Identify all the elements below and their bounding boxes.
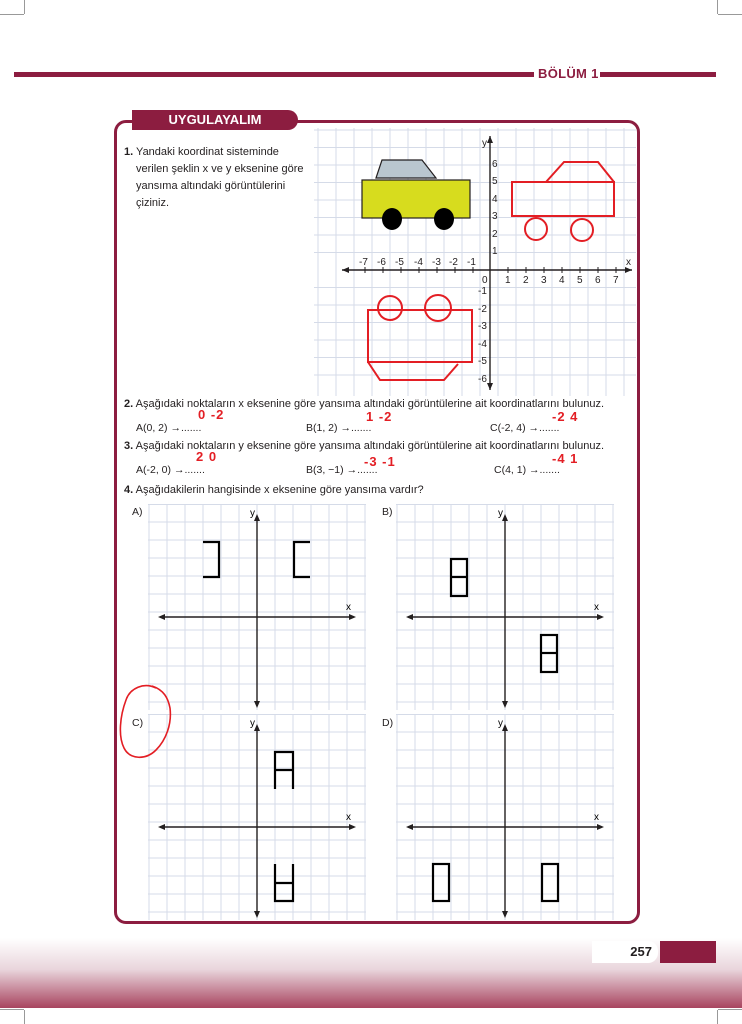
- y-tick: -1: [478, 286, 487, 297]
- option-c-grid[interactable]: [148, 714, 366, 920]
- y-tick: 2: [492, 229, 498, 240]
- x-axis-label: x: [594, 812, 599, 823]
- x-tick: -4: [414, 257, 423, 268]
- y-axis-label: y: [498, 718, 503, 729]
- x-tick: 4: [559, 275, 565, 286]
- page-number-bar: [660, 941, 716, 963]
- answer-handwritten: 1 -2: [366, 409, 393, 424]
- y-tick: 4: [492, 194, 498, 205]
- question-text: Aşağıdaki noktaların x eksenine göre yansıma altındaki görüntülerine ait koordinatlarını bulunuz.: [135, 398, 605, 410]
- y-tick: -6: [478, 374, 487, 385]
- header-rule-right: [600, 72, 716, 77]
- option-letter: C): [132, 717, 144, 729]
- rectangle-shape: [542, 864, 558, 901]
- origin-label: 0: [482, 275, 488, 286]
- bracket-shape: [294, 542, 310, 577]
- x-tick: 3: [541, 275, 547, 286]
- y-tick: 1: [492, 246, 498, 257]
- x-tick: 2: [523, 275, 529, 286]
- handdrawn-answer-circle: [116, 680, 178, 762]
- option-d-grid[interactable]: [396, 714, 614, 920]
- option-letter: A): [132, 506, 143, 518]
- gate-shape: [275, 864, 293, 901]
- option-letter: D): [382, 717, 394, 729]
- q1-line: çiziniz.: [136, 197, 170, 209]
- x-tick: -7: [359, 257, 368, 268]
- page-number: 257: [592, 941, 658, 963]
- answer-handwritten: -3 -1: [364, 454, 396, 469]
- y-tick: -2: [478, 304, 487, 315]
- question-number: 1.: [124, 146, 134, 158]
- x-axis-label: x: [626, 257, 631, 268]
- x-tick: 6: [595, 275, 601, 286]
- y-axis-label: y: [250, 508, 255, 519]
- answer-handwritten: 2 0: [196, 449, 218, 464]
- q2-item: B(1, 2) →.......: [306, 422, 372, 434]
- rectangle-shape: [433, 864, 449, 901]
- q1-line: Yandaki koordinat sisteminde: [136, 146, 279, 158]
- window-shape: [451, 559, 467, 596]
- option-a-grid[interactable]: [148, 504, 366, 710]
- q2-item: A(0, 2) →.......: [136, 422, 202, 434]
- car-roof: [376, 160, 436, 178]
- x-tick: -3: [432, 257, 441, 268]
- answer-handwritten: -2 4: [552, 409, 579, 424]
- car-wheel: [382, 208, 402, 230]
- y-tick: -3: [478, 321, 487, 332]
- gate-shape: [275, 752, 293, 789]
- x-tick: -2: [449, 257, 458, 268]
- x-tick: -1: [467, 257, 476, 268]
- option-letter: B): [382, 506, 393, 518]
- y-tick: -4: [478, 339, 487, 350]
- y-tick: 3: [492, 211, 498, 222]
- car-wheel: [434, 208, 454, 230]
- answer-handwritten: -4 1: [552, 451, 579, 466]
- exercise-title: UYGULAYALIM: [132, 110, 298, 130]
- bracket-shape: [203, 542, 219, 577]
- q1-line: yansıma altındaki görüntülerini: [136, 180, 286, 192]
- y-tick: 5: [492, 176, 498, 187]
- q3-item: A(-2, 0) →.......: [136, 464, 205, 476]
- y-axis-label: y: [498, 508, 503, 519]
- x-axis-label: x: [346, 602, 351, 613]
- y-tick: -5: [478, 356, 487, 367]
- x-tick: -6: [377, 257, 386, 268]
- x-tick: 7: [613, 275, 619, 286]
- question-number: 2.: [124, 398, 134, 410]
- y-tick: 6: [492, 159, 498, 170]
- q2-item: C(-2, 4) →.......: [490, 422, 560, 434]
- section-label: BÖLÜM 1: [538, 66, 599, 81]
- question-1: [124, 144, 314, 212]
- handdrawn-y-reflection: [512, 162, 614, 241]
- question-text: Aşağıdaki noktaların y eksenine göre yansıma altındaki görüntülerine ait koordinatlarını bulunuz.: [135, 440, 605, 452]
- car-body: [362, 180, 470, 218]
- header-rule: [14, 72, 534, 77]
- x-tick: 1: [505, 275, 511, 286]
- x-axis-label: x: [346, 812, 351, 823]
- q1-line: verilen şeklin x ve y eksenine göre: [136, 163, 304, 175]
- x-tick: -5: [395, 257, 404, 268]
- x-tick: 5: [577, 275, 583, 286]
- handdrawn-x-reflection: [368, 295, 472, 380]
- option-b-grid[interactable]: [396, 504, 614, 710]
- question-number: 3.: [124, 440, 134, 452]
- y-axis-label: y: [250, 718, 255, 729]
- x-axis-label: x: [594, 602, 599, 613]
- y-axis-label: y: [482, 138, 487, 149]
- question-text: Aşağıdakilerin hangisinde x eksenine göre yansıma vardır?: [135, 484, 424, 496]
- q3-item: C(4, 1) →.......: [494, 464, 560, 476]
- answer-handwritten: 0 -2: [198, 407, 225, 422]
- question-number: 4.: [124, 484, 134, 496]
- coordinate-plane: [314, 128, 636, 396]
- q3-item: B(3, −1) →.......: [306, 464, 378, 476]
- question-4: [124, 482, 624, 499]
